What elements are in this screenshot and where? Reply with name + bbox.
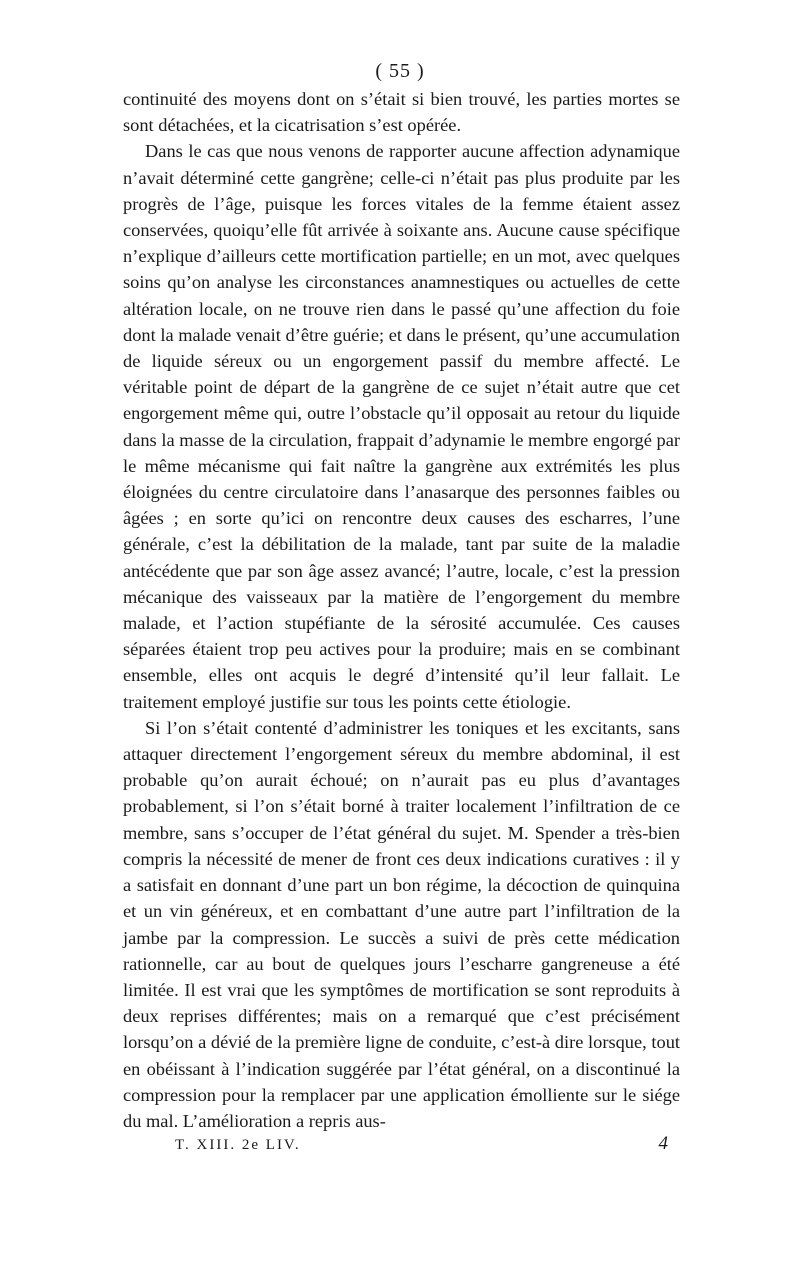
paragraph: continuité des moyens dont on s’était si bien trouvé, les parties mortes se sont détachées, et la cicatrisation s’est opérée. bbox=[123, 89, 680, 136]
paragraph: Si l’on s’était contenté d’administrer les toniques et les excitants, sans attaquer directement l’engorgement séreux du membre abdominal, il est probable qu’on aurait échoué; on n’aurait pas eu plus d’avantages probablement, si l’on s’était borné à traiter localement l’infiltration de ce membre, sans s’occuper de l’état général du sujet. M. Spender a très-bien compris la nécessité de mener de front ces deux indications curatives : il y a satisfait en donnant d’une part un bon régime, la décoction de quinquina et un vin généreux, et en combattant d’une autre part l’infiltration de la jambe par la compression. Le succès a suivi de près cette médication rationnelle, car au bout de quelques jours l’escharre gangreneuse a été limitée. Il est vrai que les symptômes de mortification se sont reproduits à deux reprises différentes; mais on a remarqué que c’est précisément lorsqu’on a dévié de la première ligne de conduite, c’est-à dire lorsque, tout en obéissant à l’indication suggérée par l’état général, on a discontinué la compression pour la remplacer par une application émolliente sur le siége du mal. L’amélioration a repris aus- bbox=[123, 717, 680, 1131]
page-number: ( 55 ) bbox=[375, 60, 425, 82]
sheet-number: 4 bbox=[658, 1133, 668, 1154]
page-footer bbox=[123, 1133, 680, 1159]
paragraph: Dans le cas que nous venons de rapporter aucune affection adynamique n’avait déterminé cette gangrène; celle-ci n’était pas plus produite par les progrès de l’âge, puisque les forces vitales de la femme étaient assez conservées, quoiqu’elle fût arrivée à soixante ans. Aucune cause spécifique n’explique d’ailleurs cette mortification partielle; en un mot, avec quelques soins qu’on analyse les circonstances anamnestiques ou actuelles de cette altération locale, on ne trouve rien dans le passé qu’une affection du foie dont la malade venait d’être guérie; et dans le présent, qu’une accumulation de liquide séreux ou un engorgement passif du membre affecté. Le véritable point de départ de la gangrène de ce sujet n’était autre que cet engorgement même qui, outre l’obstacle qu’il opposait au retour du liquide dans la masse de la circulation, frappait d’adynamie le membre engorgé par le même mécanisme qui fait naître la gangrène aux extrémités les plus éloignées du centre circulatoire dans l’anasarque des personnes faibles ou âgées ; en sorte qu’ici on rencontre deux causes des escharres, l’une générale, c’est la débilitation de la malade, tant par suite de la maladie antécédente que par son âge assez avancé; l’autre, locale, c’est la pression mécanique des vaisseaux par la matière de l’engorgement du membre malade, et l’action stupéfiante de la sérosité accumulée. Ces causes séparées étaient trop peu actives pour la produire; mais en se combinant ensemble, elles ont acquis le degré d’intensité qu’il leur fallait. Le traitement employé justifie sur tous les points cette étiologie. bbox=[123, 141, 680, 712]
printer-signature: T. XIII. 2e LIV. bbox=[175, 1137, 301, 1153]
body-text bbox=[123, 86, 680, 1134]
